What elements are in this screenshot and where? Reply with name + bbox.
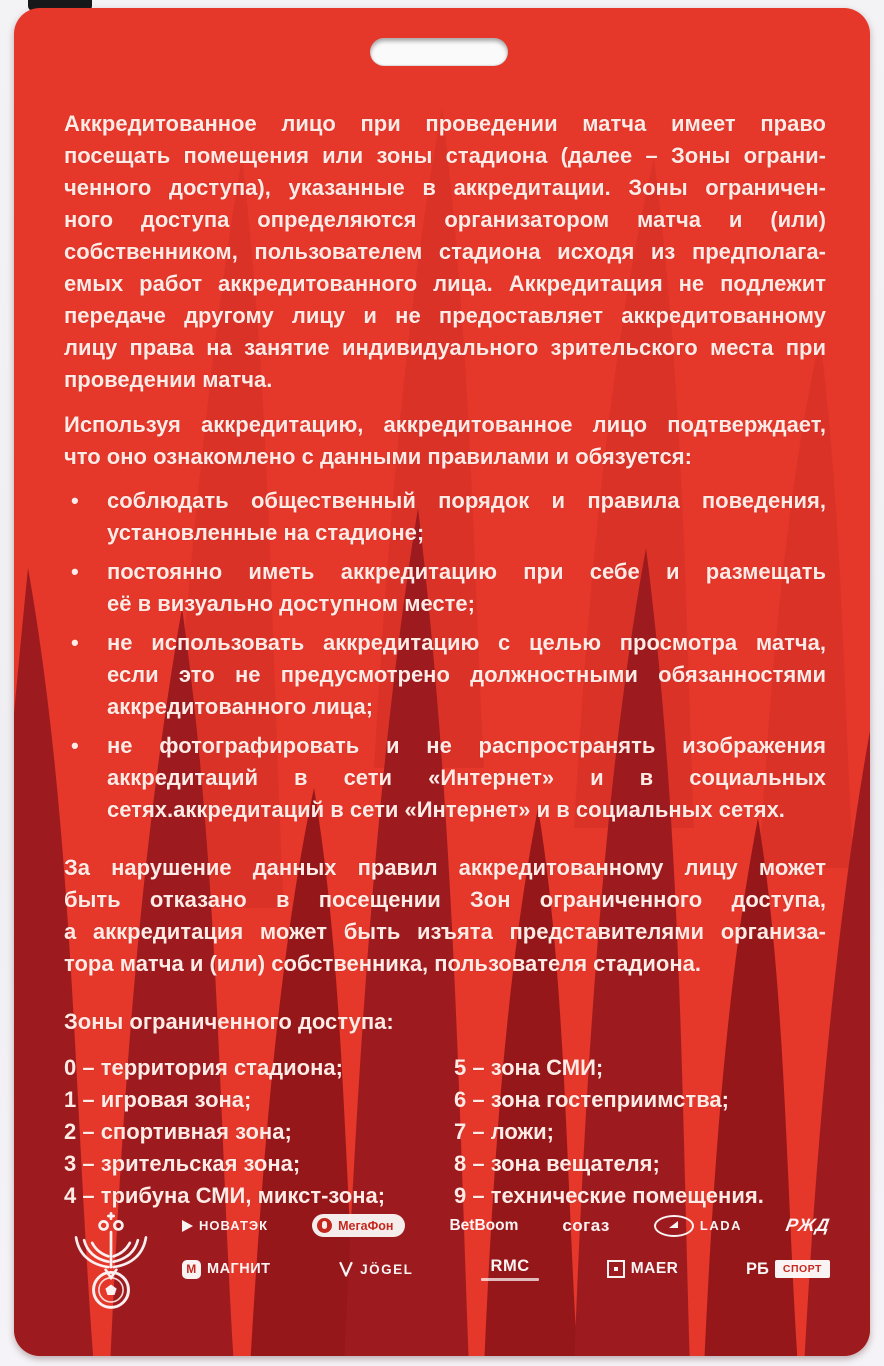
sponsor-label: СПОРТ bbox=[775, 1260, 830, 1278]
novatek-flag-icon bbox=[182, 1220, 193, 1232]
text-line: быть отказано в посещении Зон ограниченного доступа, bbox=[64, 887, 826, 912]
zone-item: 0 – территория стадиона; bbox=[64, 1055, 343, 1080]
sponsor-row-2 bbox=[182, 1257, 830, 1281]
text-line: собственником, пользователем стадиона исходя из предполага- bbox=[64, 239, 826, 264]
rmc-subtext-bar bbox=[481, 1278, 539, 1281]
jogel-v-icon bbox=[338, 1261, 354, 1277]
zone-item: 3 – зрительская зона; bbox=[64, 1151, 301, 1176]
text-line: сетях.аккредитаций в сети «Интернет» и в социальных сетях. bbox=[107, 797, 785, 822]
sponsor-megafon bbox=[312, 1214, 405, 1237]
rules-text bbox=[14, 8, 870, 1356]
text-line: соблюдать общественный порядок и правила поведения, bbox=[107, 488, 826, 513]
zone-item: 7 – ложи; bbox=[454, 1119, 554, 1144]
maer-square-icon bbox=[607, 1260, 625, 1278]
accreditation-card bbox=[14, 8, 870, 1356]
sponsor-row-1 bbox=[182, 1214, 830, 1237]
zone-item: 8 – зона вещателя; bbox=[454, 1151, 660, 1176]
text-line: аккредитаций в сети «Интернет» и в социальных bbox=[107, 765, 826, 790]
rfu-crest-icon bbox=[68, 1207, 154, 1311]
sponsor-rb-sport bbox=[746, 1260, 830, 1279]
sponsor-label: LADA bbox=[699, 1218, 742, 1233]
sponsor-maer bbox=[607, 1260, 679, 1278]
megafon-icon bbox=[317, 1218, 332, 1233]
text-line: если это не предусмотрено должностными обязанностями bbox=[107, 662, 826, 687]
sponsor-magnit bbox=[182, 1260, 271, 1279]
text-line: тора матча и (или) собственника, пользователя стадиона. bbox=[64, 951, 701, 976]
text-line: что оно ознакомлено с данными правилами и обязуется: bbox=[64, 444, 692, 469]
intro-paragraph bbox=[64, 108, 826, 396]
text-line: аккредитованного лица; bbox=[107, 694, 374, 719]
list-item bbox=[64, 556, 826, 620]
sponsor-rzd: РЖД bbox=[784, 1215, 832, 1235]
sponsor-novatek bbox=[182, 1218, 268, 1233]
sponsor-label: РБ bbox=[746, 1259, 769, 1278]
zones-column-right bbox=[454, 1052, 826, 1212]
list-item bbox=[64, 730, 826, 826]
confirmation-paragraph bbox=[64, 409, 826, 473]
zones-list bbox=[64, 1052, 826, 1212]
text-line: посещать помещения или зоны стадиона (далее – Зоны ограни- bbox=[64, 143, 826, 168]
zone-item: 1 – игровая зона; bbox=[64, 1087, 252, 1112]
obligations-list bbox=[64, 485, 826, 826]
sponsor-rmc bbox=[481, 1257, 539, 1281]
sponsor-betboom: BetBoom bbox=[449, 1216, 519, 1234]
sponsor-label: МАГНИТ bbox=[207, 1261, 271, 1277]
text-line: установленные на стадионе; bbox=[107, 520, 425, 545]
text-line: За нарушение данных правил аккредитованному лицу может bbox=[64, 855, 826, 880]
list-item bbox=[64, 627, 826, 723]
sponsor-label: МегаФон bbox=[338, 1218, 394, 1233]
text-line: емых работ аккредитованного лица. Аккредитация не подлежит bbox=[64, 271, 826, 296]
text-line: ного доступа определяются организатором матча и (или) bbox=[64, 207, 826, 232]
sponsor-jogel bbox=[338, 1261, 413, 1277]
bullet-marker: • bbox=[71, 488, 79, 513]
text-line: не использовать аккредитацию с целью просмотра матча, bbox=[107, 630, 826, 655]
zones-column-left bbox=[64, 1052, 454, 1212]
bullet-marker: • bbox=[71, 559, 79, 584]
sponsor-label: JÖGEL bbox=[360, 1261, 414, 1277]
text-line: постоянно иметь аккредитацию при себе и размещать bbox=[107, 559, 826, 584]
sponsor-lada bbox=[654, 1215, 742, 1237]
zone-item: 5 – зона СМИ; bbox=[454, 1055, 604, 1080]
zones-header: Зоны ограниченного доступа: bbox=[64, 1009, 394, 1034]
text-line: не фотографировать и не распространять изображения bbox=[107, 733, 826, 758]
violation-paragraph bbox=[64, 852, 826, 980]
lada-oval-icon bbox=[654, 1215, 694, 1237]
zone-item: 9 – технические помещения. bbox=[454, 1183, 764, 1208]
sponsor-rows bbox=[182, 1201, 830, 1281]
zone-item: 2 – спортивная зона; bbox=[64, 1119, 292, 1144]
text-line: лицу права на занятие индивидуального зрительского места при bbox=[64, 335, 826, 360]
magnit-square-icon: М bbox=[182, 1260, 201, 1279]
zone-item: 6 – зона гостеприимства; bbox=[454, 1087, 729, 1112]
text-line: Аккредитованное лицо при проведении матча имеет право bbox=[64, 111, 826, 136]
text-line: Используя аккредитацию, аккредитованное лицо подтверждает, bbox=[64, 412, 826, 437]
list-item bbox=[64, 485, 826, 549]
sponsor-label: RMC bbox=[490, 1257, 530, 1275]
sponsor-sogaz: согаз bbox=[562, 1215, 610, 1235]
zone-item: 4 – трибуна СМИ, микст-зона; bbox=[64, 1183, 386, 1208]
sponsor-label: НОВАТЭК bbox=[199, 1218, 269, 1233]
bullet-marker: • bbox=[71, 630, 79, 655]
sponsor-footer bbox=[64, 1201, 830, 1331]
sponsor-label: MAER bbox=[630, 1260, 679, 1277]
text-line: её в визуально доступном месте; bbox=[107, 591, 475, 616]
text-line: проведении матча. bbox=[64, 367, 273, 392]
bullet-marker: • bbox=[71, 733, 79, 758]
text-line: ченного доступа), указанные в аккредитации. Зоны ограничен- bbox=[64, 175, 826, 200]
text-line: передаче другому лицу и не предоставляет аккредитованному bbox=[64, 303, 826, 328]
text-line: а аккредитация может быть изъята представителями организа- bbox=[64, 919, 826, 944]
